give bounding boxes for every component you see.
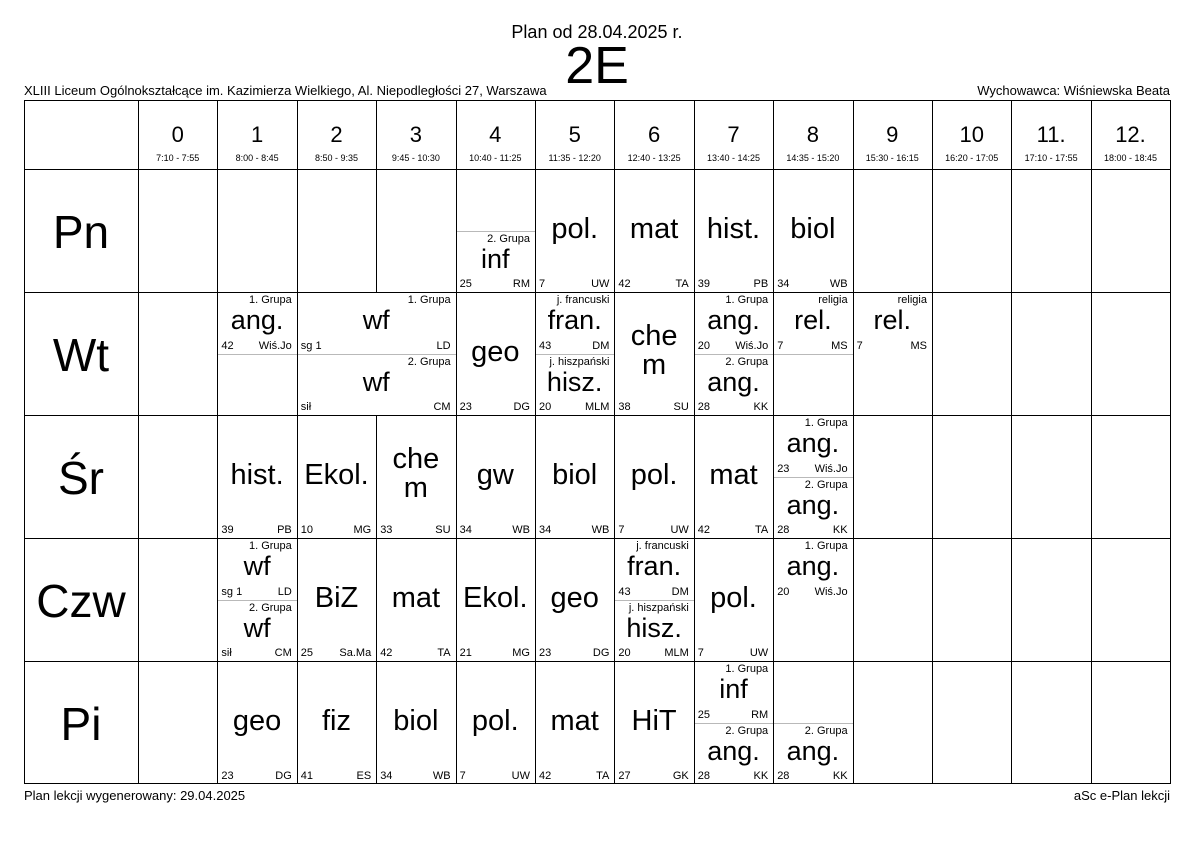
lesson-subject: wf <box>243 551 271 581</box>
lesson-room: 28 <box>697 401 711 413</box>
lesson-room: 43 <box>539 339 552 352</box>
grid-line <box>932 415 933 538</box>
period-header <box>297 100 376 169</box>
grid-line <box>1011 292 1012 415</box>
lesson-room: 38 <box>618 401 631 413</box>
period-number: 3 <box>409 122 422 147</box>
lesson-group: 2. Grupa <box>407 355 451 368</box>
lesson-subject: Ekol. <box>463 582 528 614</box>
lesson-teacher: WB <box>432 770 451 782</box>
lesson-group: 2. Grupa <box>487 232 530 245</box>
period-header <box>456 100 535 169</box>
generated-date: Plan lekcji wygenerowany: 29.04.2025 <box>24 788 246 803</box>
lesson-teacher: GK <box>672 770 689 782</box>
lesson-cell[interactable] <box>456 292 535 415</box>
grid-line <box>1011 169 1012 292</box>
lesson-room: 34 <box>459 524 472 536</box>
grid-line <box>1170 100 1171 784</box>
lesson-teacher: Wiś.Jo <box>814 585 848 598</box>
lesson-teacher: WB <box>591 524 610 536</box>
lesson-subject: hist. <box>706 213 761 245</box>
lesson-room: 7 <box>697 647 704 659</box>
period-time: 8:00 - 8:45 <box>235 153 279 163</box>
lesson-subject: pol. <box>471 705 519 737</box>
period-time: 13:40 - 14:25 <box>706 153 761 163</box>
lesson-cell[interactable] <box>694 292 773 354</box>
lesson-cell[interactable] <box>614 292 693 415</box>
lesson-cell[interactable] <box>773 723 852 785</box>
lesson-teacher: UW <box>749 647 769 659</box>
lesson-teacher: DM <box>592 339 610 352</box>
period-time: 15:30 - 16:15 <box>865 153 919 163</box>
lesson-room: 33 <box>380 524 393 536</box>
lesson-cell[interactable] <box>694 169 773 292</box>
lesson-group: 2. Grupa <box>725 724 769 737</box>
lesson-subject: mat <box>629 213 679 245</box>
grid-line <box>853 538 854 661</box>
lesson-room: 28 <box>697 770 711 782</box>
grid-line <box>1091 169 1092 292</box>
period-time: 8:50 - 9:35 <box>314 153 358 163</box>
period-time: 17:10 - 17:55 <box>1024 153 1078 163</box>
lesson-teacher: UW <box>511 770 530 782</box>
period-header <box>614 100 693 169</box>
lesson-group: 1. Grupa <box>725 294 769 306</box>
lesson-room: 23 <box>777 462 790 475</box>
lesson-subject: ang. <box>786 551 840 581</box>
lesson-group: j. hiszpański <box>549 355 610 368</box>
day-label: Pi <box>60 698 102 750</box>
lesson-group: 1. Grupa <box>804 417 848 429</box>
lesson-cell[interactable] <box>297 661 376 784</box>
lesson-room: 23 <box>459 401 472 413</box>
lesson-teacher: Wiś.Jo <box>258 339 292 352</box>
lesson-cell[interactable] <box>614 415 693 538</box>
lesson-room: 20 <box>697 339 711 352</box>
lesson-teacher: DM <box>671 585 689 598</box>
period-number: 11. <box>1036 122 1066 147</box>
lesson-subject: pol. <box>630 459 678 491</box>
lesson-room: 20 <box>777 585 790 598</box>
lesson-teacher: RM <box>512 278 530 290</box>
lesson-subject: ang. <box>707 305 760 335</box>
day-label: Śr <box>58 452 104 504</box>
period-time: 10:40 - 11:25 <box>469 153 522 163</box>
lesson-room: 39 <box>221 524 234 536</box>
lesson-teacher: KK <box>753 401 769 413</box>
lesson-room: 42 <box>697 524 711 536</box>
period-header <box>1011 100 1090 169</box>
lesson-subject: inf <box>719 674 748 704</box>
grid-line <box>932 169 933 292</box>
lesson-subject: ang. <box>786 489 840 520</box>
period-number: 6 <box>647 122 661 147</box>
lesson-subject: inf <box>481 243 510 274</box>
lesson-group: 2. Grupa <box>804 724 848 737</box>
lesson-teacher: CM <box>274 647 292 659</box>
lesson-room: 34 <box>380 770 393 782</box>
lesson-teacher: TA <box>437 647 451 659</box>
lesson-cell[interactable] <box>456 661 535 784</box>
lesson-group: 2. Grupa <box>804 478 848 491</box>
lesson-room: 39 <box>697 278 711 290</box>
lesson-cell[interactable] <box>694 354 773 416</box>
grid-line <box>376 169 377 292</box>
period-header <box>376 100 455 169</box>
lesson-cell[interactable] <box>535 292 614 354</box>
lesson-subject: rel. <box>794 305 832 335</box>
lesson-subject: fran. <box>627 551 682 581</box>
period-time: 16:20 - 17:05 <box>945 153 999 163</box>
grid-line <box>932 538 933 661</box>
lesson-room: 7 <box>539 278 546 290</box>
lesson-room: 42 <box>618 278 631 290</box>
lesson-subject: ang. <box>786 428 840 458</box>
lesson-cell[interactable] <box>535 538 614 661</box>
lesson-room: 25 <box>697 708 711 721</box>
grid-line <box>1011 661 1012 784</box>
timetable-grid <box>24 100 1171 784</box>
period-header <box>694 100 773 169</box>
period-header <box>1091 100 1170 169</box>
lesson-room: 28 <box>777 770 790 782</box>
lesson-room: 25 <box>300 647 314 659</box>
lesson-subject: mat <box>709 459 758 491</box>
lesson-subject: pol. <box>551 213 599 245</box>
grid-line <box>1091 292 1092 415</box>
lesson-subject: biol <box>393 705 439 737</box>
lesson-cell[interactable] <box>456 415 535 538</box>
lesson-room: sił <box>300 401 312 413</box>
lesson-teacher: Wiś.Jo <box>814 462 848 475</box>
grid-line <box>1011 415 1012 538</box>
lesson-cell[interactable] <box>773 292 852 354</box>
lesson-room: 25 <box>459 278 472 290</box>
lesson-room: 23 <box>539 647 552 659</box>
lesson-cell[interactable] <box>694 415 773 538</box>
lesson-group: 2. Grupa <box>248 601 292 614</box>
lesson-subject: ang. <box>707 735 760 766</box>
lesson-teacher: KK <box>832 770 848 782</box>
lesson-subject: hist. <box>230 459 284 491</box>
lesson-subject: che m <box>630 320 678 381</box>
lesson-room: 42 <box>221 339 234 352</box>
lesson-room: 20 <box>618 647 631 659</box>
lesson-room: 7 <box>618 524 625 536</box>
lesson-cell[interactable] <box>614 538 693 600</box>
grid-line <box>853 661 854 784</box>
lesson-cell[interactable] <box>217 538 296 600</box>
lesson-cell[interactable] <box>614 661 693 784</box>
lesson-teacher: RM <box>751 708 769 721</box>
lesson-teacher: DG <box>592 647 610 659</box>
lesson-room: 7 <box>459 770 466 782</box>
day-label: Pn <box>52 206 110 258</box>
lesson-teacher: MS <box>831 339 848 352</box>
period-time: 9:45 - 10:30 <box>391 153 440 163</box>
lesson-group: 1. Grupa <box>725 663 769 675</box>
lesson-subject: wf <box>362 305 390 335</box>
lesson-teacher: MG <box>353 524 372 536</box>
lesson-subject: BiZ <box>314 582 359 614</box>
lesson-teacher: TA <box>754 524 769 536</box>
grid-line <box>932 292 933 415</box>
lesson-cell[interactable] <box>217 661 296 784</box>
lesson-subject: hisz. <box>626 612 682 643</box>
grid-line <box>853 169 854 292</box>
lesson-cell[interactable] <box>773 169 852 292</box>
lesson-room: sg 1 <box>300 339 322 352</box>
lesson-subject: fran. <box>547 305 602 335</box>
grid-line <box>217 169 218 292</box>
lesson-teacher: SU <box>435 524 451 536</box>
lesson-subject: rel. <box>873 305 912 335</box>
lesson-subject: pol. <box>710 582 757 614</box>
school-info: XLIII Liceum Ogólnokształcące im. Kazimierza Wielkiego, Al. Niepodległości 27, Warszawa <box>24 83 547 98</box>
lesson-cell[interactable] <box>297 415 376 538</box>
lesson-cell[interactable] <box>297 292 456 354</box>
lesson-cell[interactable] <box>217 600 296 662</box>
period-header <box>138 100 217 169</box>
period-time: 18:00 - 18:45 <box>1103 153 1158 163</box>
lesson-teacher: Wiś.Jo <box>735 339 769 352</box>
lesson-room: 34 <box>539 524 552 536</box>
grid-line <box>1091 415 1092 538</box>
lesson-teacher: PB <box>753 278 769 290</box>
lesson-cell[interactable] <box>535 661 614 784</box>
lesson-subject: ang. <box>707 366 760 397</box>
lesson-room: 42 <box>539 770 552 782</box>
period-time: 14:35 - 15:20 <box>786 153 840 163</box>
period-header <box>932 100 1011 169</box>
lesson-teacher: UW <box>591 278 610 290</box>
lesson-cell[interactable] <box>535 354 614 416</box>
lesson-cell[interactable] <box>694 723 773 785</box>
lesson-group: religia <box>897 294 927 306</box>
lesson-subject: biol <box>790 213 836 245</box>
lesson-cell[interactable] <box>376 415 455 538</box>
lesson-subject: ang. <box>786 735 840 766</box>
lesson-subject: ang. <box>230 305 284 335</box>
lesson-teacher: WB <box>512 524 530 536</box>
lesson-teacher: SU <box>673 401 689 413</box>
lesson-teacher: MS <box>910 339 927 352</box>
lesson-cell[interactable] <box>535 169 614 292</box>
period-header <box>535 100 614 169</box>
period-time: 12:40 - 13:25 <box>627 153 681 163</box>
lesson-group: j. francuski <box>556 294 610 306</box>
class-title: 2E <box>565 37 629 95</box>
day-label: Wt <box>52 329 110 381</box>
lesson-room: 7 <box>777 339 784 352</box>
lesson-cell[interactable] <box>376 661 455 784</box>
lesson-cell[interactable] <box>614 600 693 662</box>
lesson-cell[interactable] <box>694 661 773 723</box>
lesson-teacher: MLM <box>664 647 689 659</box>
lesson-cell[interactable] <box>297 538 376 661</box>
lesson-cell[interactable] <box>694 538 773 661</box>
lesson-subject: wf <box>243 612 271 643</box>
lesson-room: 41 <box>300 770 314 782</box>
half-separator <box>218 354 296 355</box>
lesson-subject: fiz <box>321 705 351 737</box>
lesson-subject: gw <box>476 459 514 491</box>
lesson-cell[interactable] <box>773 477 852 539</box>
grid-line <box>1011 538 1012 661</box>
app-brand: aSc e-Plan lekcji <box>1073 788 1170 803</box>
period-number: 8 <box>806 122 819 147</box>
lesson-group: 1. Grupa <box>248 294 292 306</box>
lesson-subject: geo <box>471 336 520 368</box>
lesson-room: 34 <box>777 278 790 290</box>
lesson-teacher: CM <box>433 401 451 413</box>
period-number: 7 <box>727 122 740 147</box>
period-number: 5 <box>568 122 581 147</box>
lesson-teacher: MLM <box>584 401 610 413</box>
lesson-room: 10 <box>300 524 314 536</box>
lesson-room: sił <box>221 647 232 659</box>
lesson-cell[interactable] <box>853 292 932 354</box>
lesson-cell[interactable] <box>456 231 535 293</box>
lesson-cell[interactable] <box>456 538 535 661</box>
lesson-cell[interactable] <box>297 354 456 416</box>
lesson-room: 43 <box>618 585 631 598</box>
lesson-group: j. francuski <box>636 540 689 552</box>
lesson-group: 1. Grupa <box>804 540 848 552</box>
lesson-room: 27 <box>618 770 631 782</box>
lesson-group: religia <box>818 294 848 306</box>
lesson-group: 1. Grupa <box>407 294 451 306</box>
lesson-room: 21 <box>459 647 472 659</box>
lesson-teacher: TA <box>675 278 689 290</box>
lesson-teacher: KK <box>753 770 769 782</box>
lesson-group: j. hiszpański <box>628 601 689 614</box>
period-number: 4 <box>489 122 502 147</box>
lesson-subject: hisz. <box>546 366 603 397</box>
grid-line <box>24 100 25 784</box>
lesson-group: 2. Grupa <box>725 355 769 368</box>
period-number: 0 <box>171 122 184 147</box>
period-header <box>853 100 932 169</box>
period-number: 9 <box>886 122 899 147</box>
plan-date-label: Plan od 28.04.2025 r. <box>511 22 683 42</box>
class-teacher: Wychowawca: Wiśniewska Beata <box>977 83 1170 98</box>
lesson-teacher: KK <box>832 524 848 536</box>
lesson-teacher: DG <box>275 770 292 782</box>
lesson-group: 1. Grupa <box>248 540 292 552</box>
lesson-room: 20 <box>539 401 552 413</box>
grid-line <box>1091 661 1092 784</box>
grid-line <box>138 100 139 784</box>
lesson-cell[interactable] <box>217 292 296 354</box>
lesson-cell[interactable] <box>773 538 852 600</box>
lesson-subject: mat <box>550 705 599 737</box>
period-time: 11:35 - 12:20 <box>548 153 601 163</box>
lesson-cell[interactable] <box>614 169 693 292</box>
lesson-room: sg 1 <box>221 585 243 598</box>
lesson-subject: geo <box>550 582 599 614</box>
day-label: Czw <box>36 575 126 627</box>
period-number: 1 <box>250 122 264 147</box>
period-header <box>217 100 296 169</box>
lesson-room: 28 <box>777 524 790 536</box>
grid-line <box>1091 538 1092 661</box>
period-header <box>773 100 852 169</box>
lesson-subject: Ekol. <box>304 459 369 491</box>
period-number: 10 <box>959 122 984 147</box>
lesson-room: 7 <box>856 339 863 352</box>
half-separator <box>774 354 852 355</box>
lesson-teacher: ES <box>356 770 372 782</box>
grid-line <box>297 169 298 292</box>
lesson-teacher: DG <box>513 401 530 413</box>
lesson-cell[interactable] <box>773 415 852 477</box>
lesson-cell[interactable] <box>217 415 296 538</box>
lesson-teacher: MG <box>512 647 530 659</box>
lesson-teacher: LD <box>277 585 292 598</box>
lesson-teacher: TA <box>596 770 610 782</box>
period-number: 2 <box>330 122 343 147</box>
lesson-subject: geo <box>232 705 282 737</box>
lesson-teacher: Sa.Ma <box>339 647 372 659</box>
period-time: 7:10 - 7:55 <box>156 153 200 163</box>
lesson-room: 23 <box>221 770 234 782</box>
lesson-cell[interactable] <box>535 415 614 538</box>
grid-line <box>853 415 854 538</box>
lesson-room: 42 <box>380 647 393 659</box>
lesson-teacher: UW <box>670 524 689 536</box>
lesson-subject: wf <box>362 366 390 397</box>
period-number: 12. <box>1115 122 1146 147</box>
lesson-subject: biol <box>552 459 598 491</box>
lesson-cell[interactable] <box>376 538 455 661</box>
grid-line <box>932 661 933 784</box>
lesson-teacher: WB <box>829 278 848 290</box>
lesson-teacher: LD <box>436 339 451 352</box>
lesson-subject: mat <box>391 582 441 614</box>
lesson-subject: che m <box>392 443 440 504</box>
lesson-teacher: PB <box>277 524 292 536</box>
lesson-subject: HiT <box>631 705 677 737</box>
